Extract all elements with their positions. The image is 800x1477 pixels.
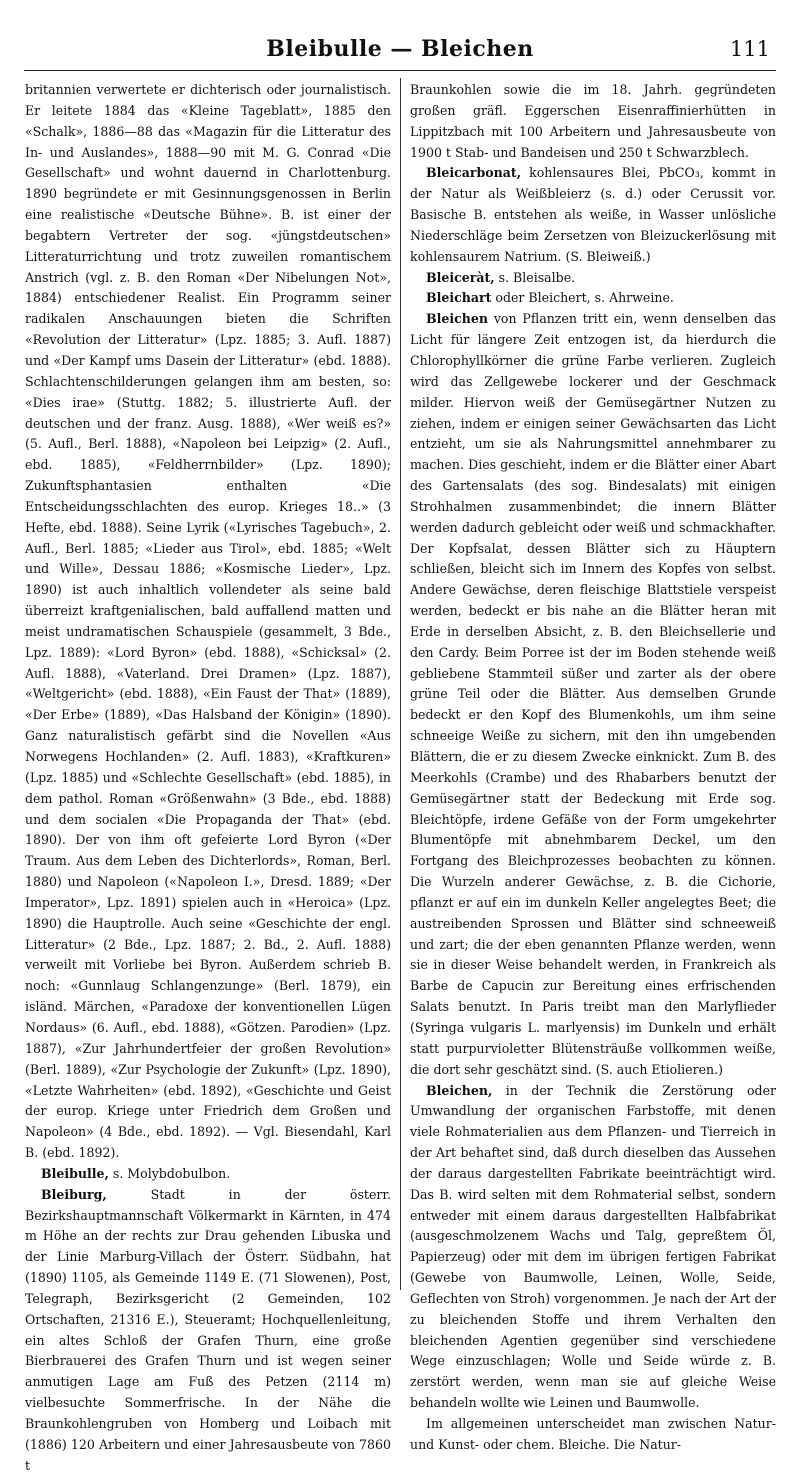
entry-paragraph — [410, 163, 776, 267]
entry-headword: Bleiburg, — [41, 1186, 107, 1202]
entry-text: Stadt in der österr. Bezirkshauptmannschaft Völkermarkt in Kärnten, in 474 m Höhe an der rechts zur Drau gehenden Libuska und der Linie Marburg-Villach der Österr. Südbahn, hat (1890) 1105, als Gemeinde 1149 E. (71 Slowenen), Post, Telegraph, Bezirksgericht (2 Gemeinden, 102 Ortschaften, 21316 E.), Steueramt; Hochquellenleitung, ein altes Schloß der Grafen Thurn, eine große Bierbrauerei des Grafen Thurn und ist wegen seiner anmutigen Lage am Fuß des Petzen (2114 m) vielbesuchte Sommerfrische. In der Nähe die Braunkohlengruben von Homberg und Loibach mit (1886) 120 Arbeitern und einer Jahresausbeute von 7860 t — [25, 1186, 391, 1473]
entry-text: s. Molybdobulbon. — [108, 1165, 231, 1181]
header-rule — [24, 70, 776, 71]
entry-headword: Bleicarbonat, — [426, 165, 522, 181]
entry-paragraph — [410, 80, 776, 163]
running-head: Bleibulle — Bleichen — [266, 36, 534, 62]
entry-text: Braunkohlen sowie die im 18. Jahrh. gegründeten großen gräfl. Eggerschen Eisenraffinierhütten in Lippitzbach mit 100 Arbeitern und Jahresausbeute von 1900 t Stab- und Bandeisen und 250 t Schwarzblech. — [410, 82, 776, 160]
entry-text: Im allgemeinen unterscheidet man zwischen Natur- und Kunst- oder chem. Bleiche. Die Natur- — [410, 1416, 776, 1452]
entry-text: in der Technik die Zerstörung oder Umwandlung der organischen Farbstoffe, mit denen viele Rohmaterialien aus dem Pflanzen- und Tierreich in der Art behaftet sind, daß durch dieselben das Aussehen der daraus dargestellten Fabrikate beeinträchtigt wird. Das B. wird selten mit dem Rohmaterial selbst, sondern entweder mit einem daraus dargestellten Halbfabrikat (ausgeschmolzenem Wachs und Talg, gepreßtem Öl, Papierzeug) oder mit dem im übrigen fertigen Fabrikat (Gewebe von Baumwolle, Leinen, Wolle, Seide, Geflechten von Stroh) vorgenommen. Je nach der Art der zu bleichenden Stoffe und ihrem Verhalten den bleichenden Agentien gegenüber sind verschiedene Wege einzuschlagen; Wolle und Seide würde z. B. zerstört werden, wenn man sie auf gleiche Weise behandeln wollte wie Leinen und Baumwolle. — [410, 1082, 776, 1411]
entry-paragraph — [25, 1185, 391, 1477]
entry-paragraph — [410, 309, 776, 1080]
entry-headword: Bleichen, — [426, 1082, 493, 1098]
entry-text: oder Bleichert, s. Ahrweine. — [491, 290, 674, 306]
column-divider — [400, 78, 401, 1290]
left-column — [25, 80, 391, 1473]
entry-paragraph — [410, 288, 776, 309]
entry-headword: Bleichen — [426, 311, 488, 327]
entry-headword: Bleiceràt, — [426, 269, 495, 285]
page-number: 111 — [729, 37, 770, 61]
entry-headword: Bleibulle, — [41, 1165, 109, 1181]
entry-text: von Pflanzen tritt ein, wenn denselben das Licht für längere Zeit entzogen ist, da hierdurch die Chlorophyllkörner die grüne Farbe verlieren. Zugleich wird das Zellgewebe lockerer und der Geschmack milder. Hiervon weiß der Gemüsegärtner Nutzen zu ziehen, indem er einigen seiner Gewächsarten das Licht entzieht, um sie als Nahrungsmittel annehmbarer zu machen. Dies geschieht, indem er die Blätter einer Abart des Gartensalats (des sog. Bindesalats) mit einigen Strohhalmen zusammenbindet; die innern Blätter werden dadurch gebleicht oder weiß und schmackhafter. Der Kopfsalat, dessen Blätter sich zu Häuptern schließen, bleicht sich im Innern des Kopfes von selbst. Andere Gewächse, deren fleischige Blattstiele verspeist werden, bedeckt er bis nahe an die Blätter heran mit Erde in derselben Absicht, z. B. den Bleichsellerie und den Cardy. Beim Porree ist der im Boden stehende weiß gebliebene Stammteil süßer und zarter als der obere grüne Teil oder die Blätter. Aus demselben Grunde bedeckt er den Kopf des Blumenkohls, um ihm seine schneeige Weiße zu sichern, mit den ihn umgebenden Blättern, die er zu diesem Zwecke einknickt. Zum B. des Meerkohls (Crambe) und des Rhabarbers benutzt der Gemüsegärtner statt der Bedeckung mit Erde sog. Bleichtöpfe, irdene Gefäße von der Form umgekehrter Blumentöpfe mit abnehmbarem Deckel, um den Fortgang des Bleichprozesses beobachten zu können. Die Wurzeln anderer Gewächse, z. B. die Cichorie, pflanzt er auf ein im dunkeln Keller angelegtes Beet; die austreibenden Sprossen und Blätter sind schneeweiß und zart; die der eben genannten Pflanze werden, wenn sie in dieser Weise behandelt werden, in Frankreich als Barbe de Capucin zur Bereitung eines erfrischenden Salats benutzt. In Paris treibt man den Marlyflieder (Syringa vulgaris L. marlyensis) im Dunkeln und erhält statt purpurvioletter Blütensträuße vollkommen weiße, die dort sehr geschätzt sind. (S. auch Etiolieren.) — [410, 311, 776, 1077]
right-column — [410, 80, 776, 1452]
entry-text: britannien verwertete er dichterisch oder journalistisch. Er leitete 1884 das «Kleine Tageblatt», 1885 den «Schalk», 1886—88 das «Magazin für die Litteratur des In- und Auslandes», 1888—90 mit M. G. Conrad «Die Gesellschaft» und wohnt dauernd in Charlottenburg. 1890 begründete er mit Gesinnungsgenossen in Berlin eine realistische «Deutsche Bühne». B. ist einer der begabtern Vertreter der sog. «jüngstdeutschen» Litteraturrichtung und trotz zuweilen romantischem Anstrich (vgl. z. B. den Roman «Der Nibelungen Not», 1884) entschiedener Realist. Ein Programm seiner radikalen Anschauungen bieten die Schriften «Revolution der Litteratur» (Lpz. 1885; 3. Aufl. 1887) und «Der Kampf ums Dasein der Litteratur» (ebd. 1888). Schlachtenschilderungen gelangen ihm am besten, so: «Dies irae» (Stuttg. 1882; 5. illustrierte Aufl. der deutschen und der franz. Ausg. 1888), «Wer weiß es?» (5. Aufl., Berl. 1888), «Napoleon bei Leipzig» (2. Aufl., ebd. 1885), «Feldherrnbilder» (Lpz. 1890); Zukunftsphantasien enthalten «Die Entscheidungsschlachten des europ. Krieges 18..» (3 Hefte, ebd. 1888). Seine Lyrik («Lyrisches Tagebuch», 2. Aufl., Berl. 1885; «Lieder aus Tirol», ebd. 1885; «Welt und Wille», Dessau 1886; «Kosmische Lieder», Lpz. 1890) ist auch inhaltlich vollendeter als seine bald überreizt kraftgenialischen, bald auffallend matten und meist undramatischen Schauspiele (gesammelt, 3 Bde., Lpz. 1889): «Lord Byron» (ebd. 1888), «Schicksal» (2. Aufl. 1888), «Vaterland. Drei Dramen» (Lpz. 1887), «Weltgericht» (ebd. 1888), «Ein Faust der That» (1889), «Der Erbe» (1889), «Das Halsband der Königin» (1890). Ganz naturalistisch gefärbt sind die Novellen «Aus Norwegens Hochlanden» (2. Aufl. 1883), «Kraftkuren» (Lpz. 1885) und «Schlechte Gesellschaft» (ebd. 1885), in dem pathol. Roman «Größenwahn» (3 Bde., ebd. 1888) und dem socialen «Die Propaganda der That» (ebd. 1890). Der von ihm oft gefeierte Lord Byron («Der Traum. Aus dem Leben des Dichterlords», Roman, Berl. 1880) und Napoleon («Napoleon I.», Dresd. 1889; «Der Imperator», Lpz. 1891) spielen auch in «Heroica» (Lpz. 1890) die Hauptrolle. Auch seine «Geschichte der engl. Litteratur» (2 Bde., Lpz. 1887; 2. Bd., 2. Aufl. 1888) verweilt mit Vorliebe bei Byron. Außerdem schrieb B. noch: «Gunnlaug Schlangenzunge» (Berl. 1879), ein isländ. Märchen, «Paradoxe der konventionellen Lügen Nordaus» (6. Aufl., ebd. 1888), «Götzen. Parodien» (Lpz. 1887), «Zur Jahrhundertfeier der großen Revolution» (Berl. 1889), «Zur Psychologie der Zukunft» (Lpz. 1890), «Letzte Wahrheiten» (ebd. 1892), «Geschichte und Geist der europ. Kriege unter Friedrich dem Großen und Napoleon» (4 Bde., ebd. 1892). — Vgl. Biesendahl, Karl B. (ebd. 1892). — [25, 82, 391, 1161]
entry-paragraph — [25, 80, 391, 1164]
entry-headword: Bleichart — [426, 290, 492, 306]
entry-text: kohlensaures Blei, PbCO₃, kommt in der Natur als Weißbleierz (s. d.) oder Cerussit vor. Basische B. entstehen als weiße, in Wasser unlösliche Niederschläge beim Zersetzen von Bleizuckerlösung mit kohlensaurem Natrium. (S. Bleiweiß.) — [410, 165, 776, 264]
entry-paragraph — [25, 1164, 391, 1185]
entry-text: s. Bleisalbe. — [494, 269, 576, 285]
page-header — [24, 28, 776, 68]
entry-paragraph — [410, 1414, 776, 1456]
entry-paragraph — [410, 1081, 776, 1415]
entry-paragraph — [410, 268, 776, 289]
